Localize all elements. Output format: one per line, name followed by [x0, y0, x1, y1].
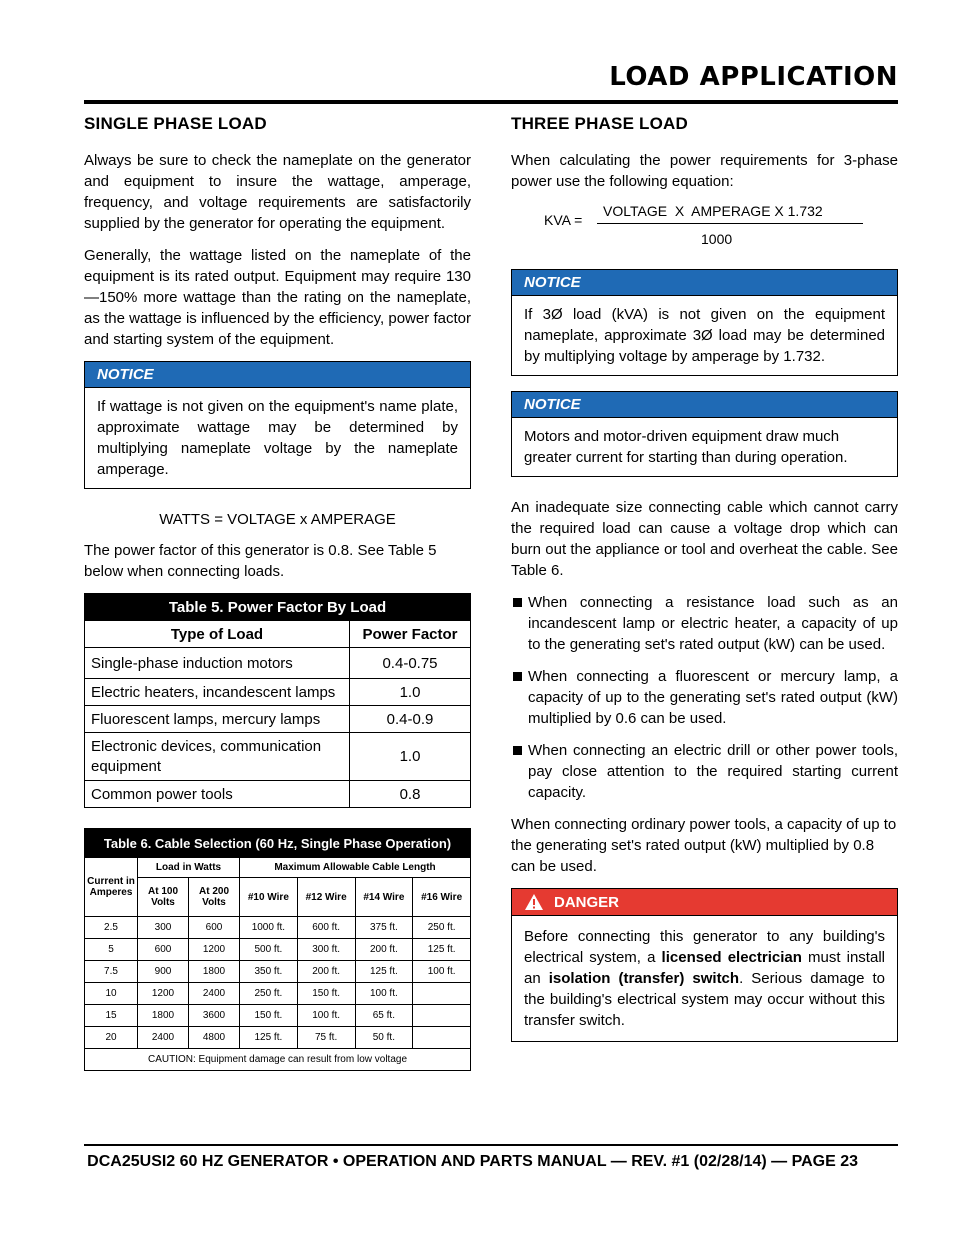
table6-cell: 1800 — [189, 961, 240, 983]
three-phase-notice — [511, 269, 898, 376]
notice-text: If 3Ø load (kVA) is not given on the equipment nameplate, approximate 3Ø load may be determined by multiplying voltage by amperage by 1.732. — [524, 306, 885, 365]
watts-formula: WATTS = VOLTAGE x AMPERAGE — [159, 511, 396, 528]
table6-cell: 125 ft. — [240, 1027, 298, 1049]
table6-cell: 150 ft. — [240, 1005, 298, 1027]
single-phase-heading: SINGLE PHASE LOAD — [84, 114, 267, 133]
table6-cell: 150 ft. — [297, 983, 355, 1005]
notice-label: NOTICE — [512, 270, 897, 296]
danger-text-part: Before connecting this generator to any building's electrical system, a — [524, 928, 885, 966]
table6-cell: 350 ft. — [240, 961, 298, 983]
fraction-line — [597, 223, 863, 224]
motor-notice — [511, 391, 898, 477]
danger-bold-switch: isolation (transfer) switch — [548, 970, 740, 987]
bullet-square-icon — [513, 746, 522, 755]
table5-header-factor: Power Factor — [350, 621, 471, 648]
bullet-item — [511, 592, 898, 655]
table6-cell — [413, 1027, 471, 1049]
table6-cell: 1200 — [138, 983, 189, 1005]
table6-header-wire10: #10 Wire — [240, 878, 298, 917]
table6-header-max-length: Maximum Allowable Cable Length — [240, 858, 471, 878]
table6-cell: 375 ft. — [355, 917, 413, 939]
table6-cell: 100 ft. — [297, 1005, 355, 1027]
power-tools-para: When connecting ordinary power tools, a capacity of up to the generating set's rated output (kW) multiplied by 0.8 can be used. — [511, 816, 897, 875]
table6-caution: CAUTION: Equipment damage can result from low voltage — [85, 1049, 471, 1071]
table6-header-wire12: #12 Wire — [297, 878, 355, 917]
table5-cell: 1.0 — [350, 679, 471, 706]
kva-numerator: VOLTAGE X AMPERAGE X 1.732 — [603, 203, 823, 219]
table6-cell: 2400 — [138, 1027, 189, 1049]
table6-cell: 1800 — [138, 1005, 189, 1027]
danger-header — [512, 889, 897, 916]
table6-cell: 7.5 — [85, 961, 138, 983]
danger-text — [512, 916, 897, 1041]
table5-cell: Single-phase induction motors — [85, 648, 350, 679]
single-phase-para-1: Always be sure to check the nameplate on the generator and equipment to insure the wattage, amperage, frequency, and voltage requirements are satisfactorily supplied by the generator for operating the equipment. — [84, 152, 471, 232]
table6-cell: 125 ft. — [413, 939, 471, 961]
table6-header-100v: At 100 Volts — [138, 878, 189, 917]
kva-formula — [511, 203, 898, 255]
danger-box — [511, 888, 898, 1042]
table6-cell: 1200 — [189, 939, 240, 961]
table-cable-selection — [84, 828, 471, 1071]
table6-cell: 200 ft. — [297, 961, 355, 983]
right-column — [511, 114, 898, 1042]
title-rule — [84, 100, 898, 104]
page-title: LOAD APPLICATION — [609, 62, 898, 92]
table5-cell: 1.0 — [350, 733, 471, 781]
notice-text: Motors and motor-driven equipment draw much greater current for starting than during operation. — [524, 428, 848, 466]
table6-cell: 2400 — [189, 983, 240, 1005]
table6-cell: 600 ft. — [297, 917, 355, 939]
three-phase-heading: THREE PHASE LOAD — [511, 114, 688, 133]
table6-header-wire16: #16 Wire — [413, 878, 471, 917]
table6-cell: 15 — [85, 1005, 138, 1027]
danger-text-part: must install an — [524, 949, 885, 987]
table6-cell: 600 — [189, 917, 240, 939]
table5-cell: Electric heaters, incandescent lamps — [85, 679, 350, 706]
footer-rule — [84, 1144, 898, 1146]
table6-cell — [413, 1005, 471, 1027]
kva-label: KVA = — [544, 212, 583, 228]
table5-cell: Common power tools — [85, 781, 350, 808]
danger-label: DANGER — [554, 893, 620, 911]
table6-header-load: Load in Watts — [138, 858, 240, 878]
table6-cell: 100 ft. — [355, 983, 413, 1005]
bullet-square-icon — [513, 672, 522, 681]
notice-label: NOTICE — [512, 392, 897, 418]
page-footer: DCA25USI2 60 HZ GENERATOR • OPERATION AND PARTS MANUAL — REV. #1 (02/28/14) — PAGE 23 — [87, 1153, 858, 1170]
table5-cell: 0.4-0.75 — [350, 648, 471, 679]
table5-cell: Fluorescent lamps, mercury lamps — [85, 706, 350, 733]
table6-header-wire14: #14 Wire — [355, 878, 413, 917]
notice-text: If wattage is not given on the equipment's name plate, approximate wattage may be determined by multiplying nameplate voltage by the nameplate amperage. — [97, 398, 458, 478]
left-column — [84, 114, 471, 1071]
table6-cell: 10 — [85, 983, 138, 1005]
danger-text-part: . Serious damage to the building's electrical system may occur without this transfer switch. — [524, 970, 886, 1029]
warning-triangle-icon — [524, 893, 544, 911]
table6-cell: 100 ft. — [413, 961, 471, 983]
table6-cell: 50 ft. — [355, 1027, 413, 1049]
table6-cell: 2.5 — [85, 917, 138, 939]
table6-cell: 65 ft. — [355, 1005, 413, 1027]
notice-label: NOTICE — [85, 362, 470, 388]
table6-cell: 200 ft. — [355, 939, 413, 961]
bullet-text: When connecting an electric drill or other power tools, pay close attention to the required starting current capacity. — [528, 742, 898, 801]
table6-cell: 3600 — [189, 1005, 240, 1027]
power-factor-para: The power factor of this generator is 0.8. See Table 5 below when connecting loads. — [84, 542, 437, 580]
table5-cell: Electronic devices, communication equipment — [85, 733, 350, 781]
table5-cell: 0.8 — [350, 781, 471, 808]
table6-cell: 4800 — [189, 1027, 240, 1049]
table6-cell: 500 ft. — [240, 939, 298, 961]
table-power-factor — [84, 593, 471, 808]
table5-header-type: Type of Load — [85, 621, 350, 648]
table6-cell: 600 — [138, 939, 189, 961]
table5-cell: 0.4-0.9 — [350, 706, 471, 733]
table6-cell: 900 — [138, 961, 189, 983]
bullet-square-icon — [513, 598, 522, 607]
danger-bold-electrician: licensed electrician — [661, 949, 802, 966]
bullet-text: When connecting a fluorescent or mercury lamp, a capacity of up to the generating set's rated output (kW) multiplied by 0.6 can be used. — [528, 668, 898, 727]
table6-header-current: Current in Amperes — [85, 858, 138, 917]
table6-cell: 75 ft. — [297, 1027, 355, 1049]
table6-caption: Table 6. Cable Selection (60 Hz, Single Phase Operation) — [85, 829, 471, 858]
kva-denominator: 1000 — [701, 231, 733, 247]
single-phase-para-2: Generally, the wattage listed on the nameplate of the equipment is its rated output. Equipment may require 130—150% more wattage than the rating on the nameplate, as the wattage is influenced by the efficiency, power factor and starting system of the equipment. — [84, 247, 471, 348]
three-phase-para-1: When calculating the power requirements for 3-phase power use the following equation: — [511, 152, 898, 190]
table6-cell: 125 ft. — [355, 961, 413, 983]
table6-cell: 250 ft. — [413, 917, 471, 939]
table5-caption: Table 5. Power Factor By Load — [85, 594, 471, 621]
cable-size-para: An inadequate size connecting cable which cannot carry the required load can cause a voltage drop which can burn out the appliance or tool and overheat the cable. See Table 6. — [511, 499, 898, 579]
bullet-text: When connecting a resistance load such as an incandescent lamp or electric heater, a capacity of up to the generating set's rated output (kW) can be used. — [528, 594, 898, 653]
table6-cell: 250 ft. — [240, 983, 298, 1005]
table6-cell: 20 — [85, 1027, 138, 1049]
table6-cell: 5 — [85, 939, 138, 961]
table6-header-200v: At 200 Volts — [189, 878, 240, 917]
table6-cell — [413, 983, 471, 1005]
bullet-item — [511, 666, 898, 729]
table6-cell: 1000 ft. — [240, 917, 298, 939]
table6-cell: 300 ft. — [297, 939, 355, 961]
bullet-item — [511, 740, 898, 803]
wattage-notice — [84, 361, 471, 489]
table6-cell: 300 — [138, 917, 189, 939]
